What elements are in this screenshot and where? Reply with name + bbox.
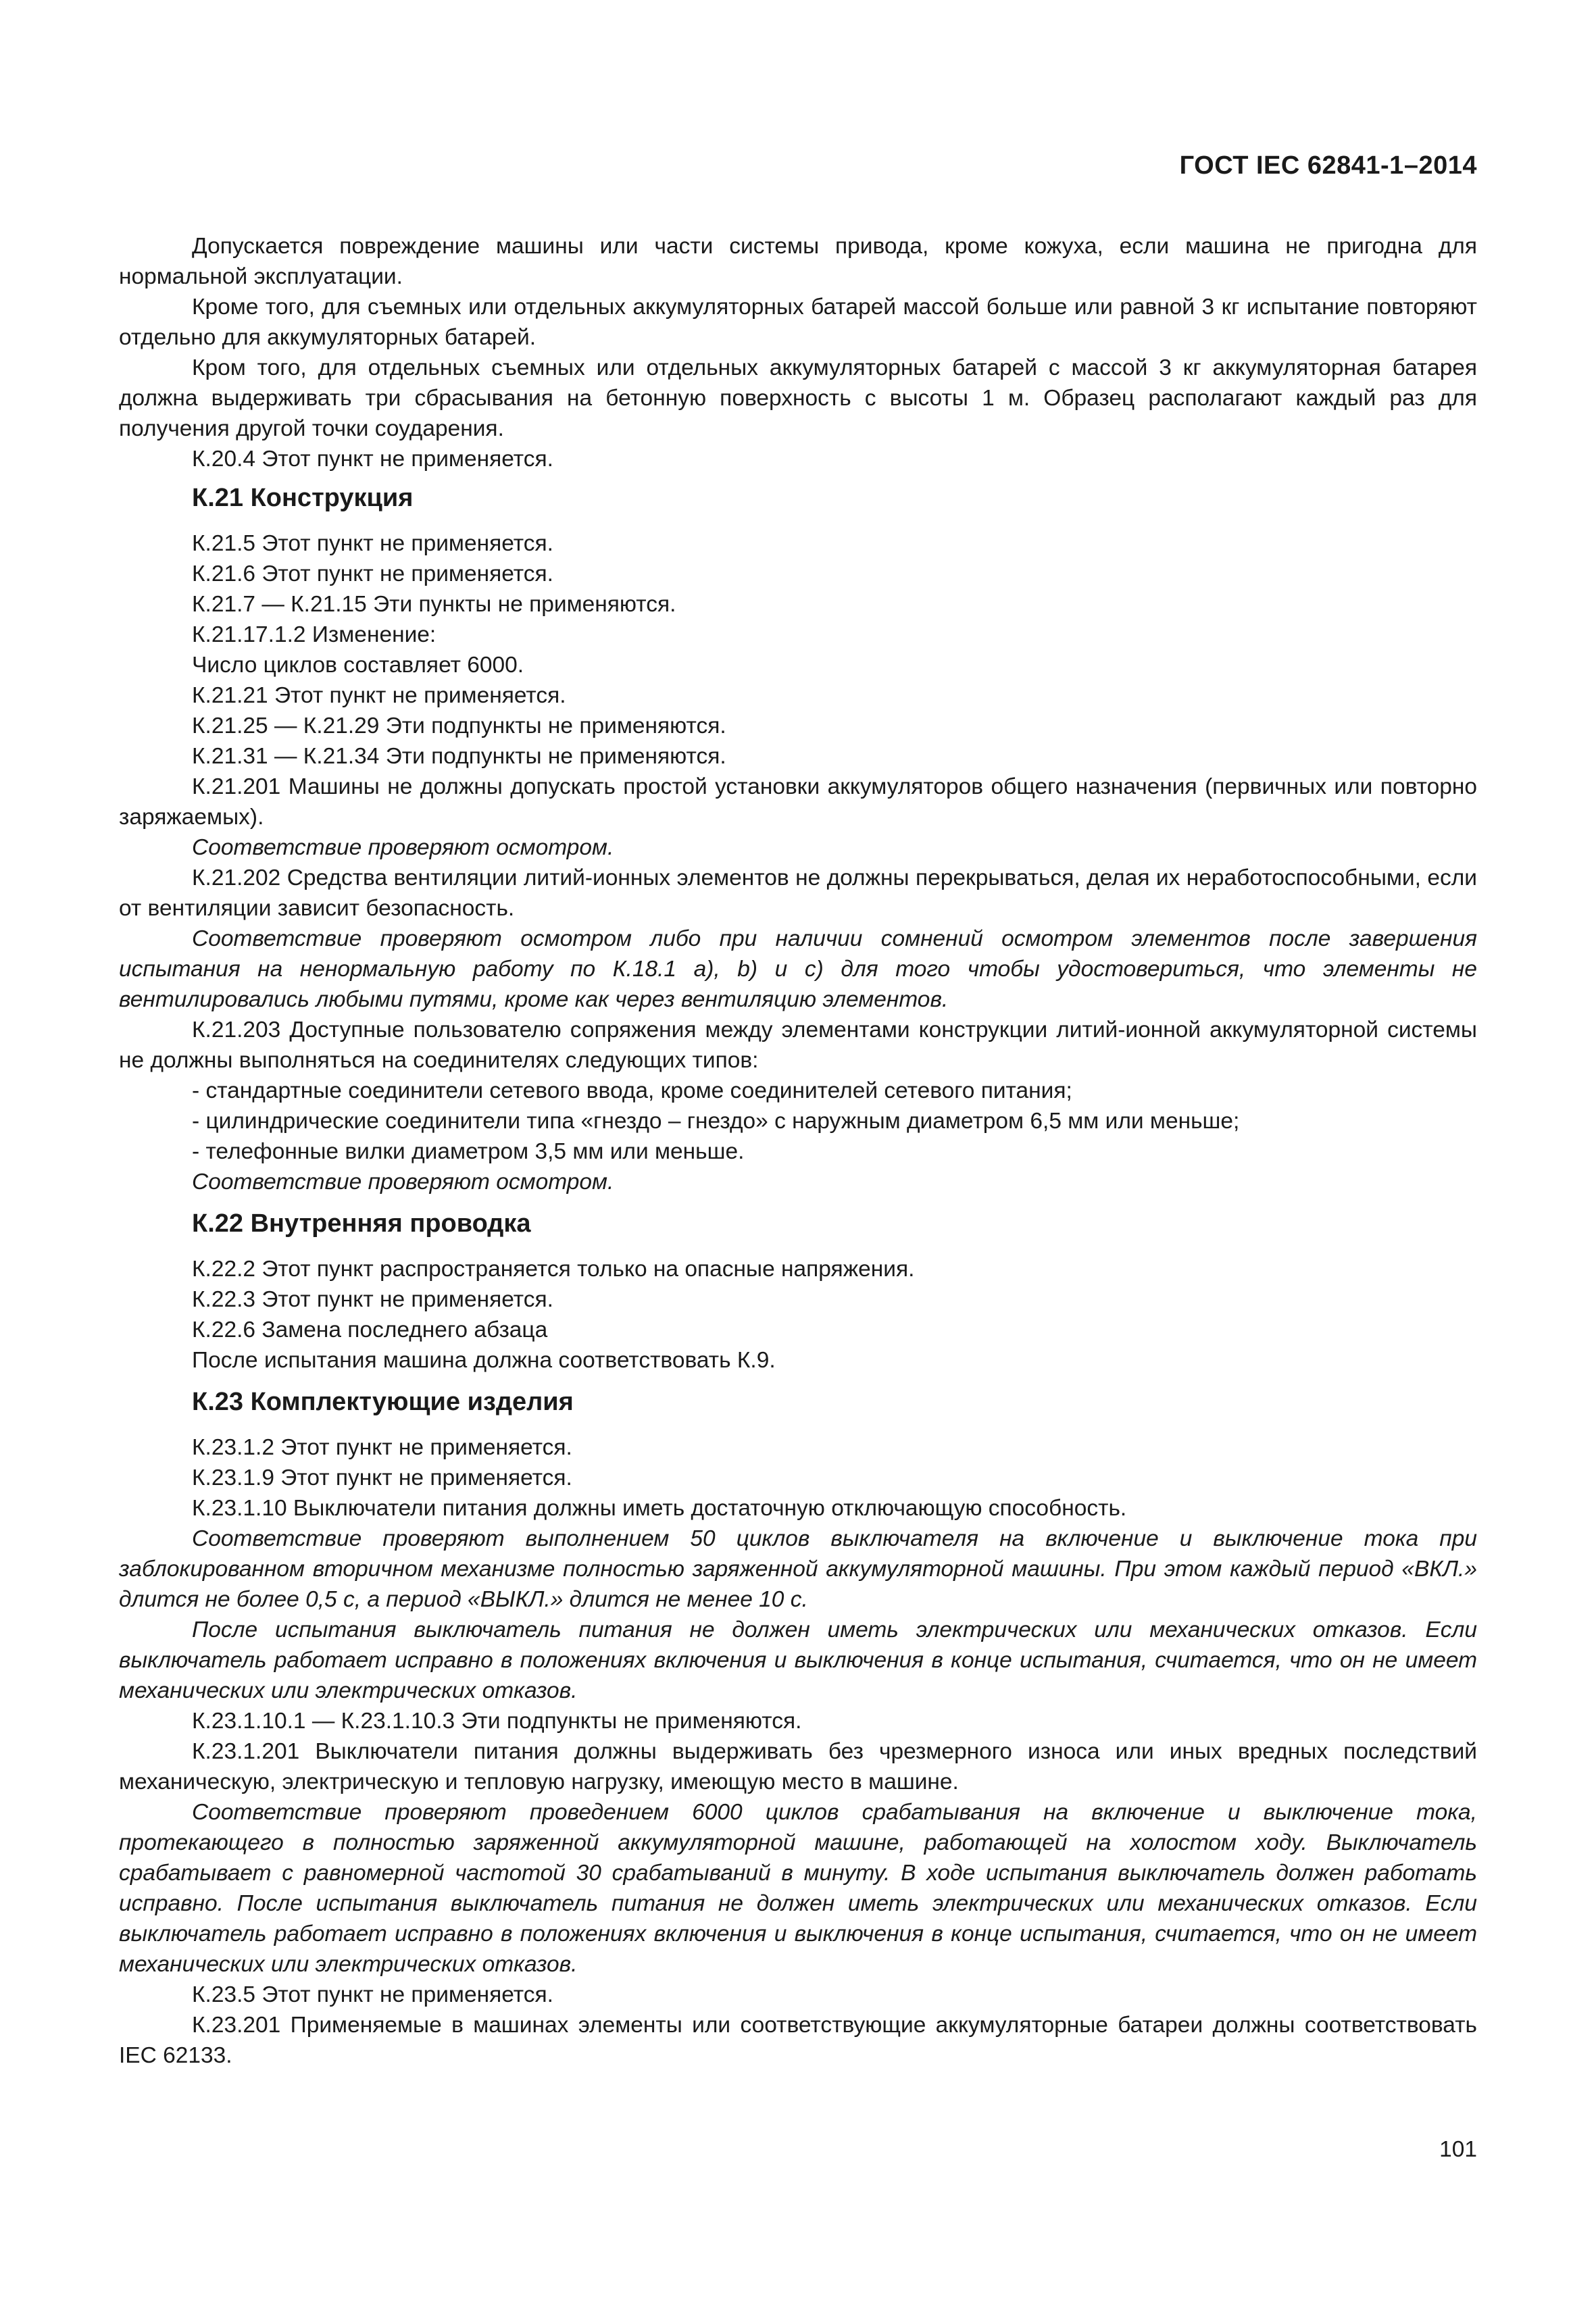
compliance-note: Соответствие проверяют выполнением 50 циклов выключателя на включение и выключение тока при заблокированном вторичном механизме полностью заряженной аккумуляторной машины. При этом каждый период «ВКЛ.» длится не более 0,5 с, а период «ВЫКЛ.» длится не менее 10 с. bbox=[119, 1526, 1477, 1612]
paragraph: К.23.1.10.1 — К.23.1.10.3 Эти подпункты не применяются. bbox=[192, 1709, 802, 1734]
standard-code-header: ГОСТ IEC 62841-1–2014 bbox=[1179, 151, 1477, 180]
paragraph: К.21.5 Этот пункт не применяется. bbox=[192, 531, 553, 556]
section-heading-k21: К.21 Конструкция bbox=[192, 484, 414, 512]
paragraph: К.21.202 Средства вентиляции литий-ионных элементов не должны перекрываться, делая их неработоспособными, если от вентиляции зависит безопасность. bbox=[119, 865, 1477, 921]
compliance-note: Соответствие проверяют осмотром. bbox=[192, 1169, 614, 1194]
section-heading-k22: К.22 Внутренняя проводка bbox=[192, 1209, 531, 1238]
list-item: - цилиндрические соединители типа «гнездо – гнездо» с наружным диаметром 6,5 мм или меньше; bbox=[192, 1109, 1240, 1134]
paragraph: Кром того, для отдельных съемных или отдельных аккумуляторных батарей с массой 3 кг аккумуляторная батарея должна выдерживать три сбрасывания на бетонную поверхность с высоты 1 м. Образец располагают каждый раз для получения другой точки соударения. bbox=[119, 355, 1477, 441]
paragraph: К.20.4 Этот пункт не применяется. bbox=[192, 447, 553, 472]
paragraph: Допускается повреждение машины или части системы привода, кроме кожуха, если машина не пригодна для нормальной эксплуатации. bbox=[119, 234, 1477, 289]
paragraph: К.23.1.9 Этот пункт не применяется. bbox=[192, 1465, 572, 1490]
paragraph: К.21.17.1.2 Изменение: bbox=[192, 622, 437, 647]
paragraph: К.21.6 Этот пункт не применяется. bbox=[192, 561, 553, 586]
paragraph: После испытания машина должна соответствовать К.9. bbox=[192, 1348, 776, 1373]
paragraph: К.21.25 — К.21.29 Эти подпункты не применяются. bbox=[192, 713, 726, 738]
compliance-note: После испытания выключатель питания не должен иметь электрических или механических отказов. Если выключатель работает исправно в положениях включения и выключения в конце испытания, считается, что он не имеет механических или электрических отказов. bbox=[119, 1617, 1477, 1703]
paragraph: Число циклов составляет 6000. bbox=[192, 653, 524, 678]
paragraph: К.23.201 Применяемые в машинах элементы или соответствующие аккумуляторные батареи должны соответствовать IEC 62133. bbox=[119, 2013, 1477, 2068]
paragraph: К.21.31 — К.21.34 Эти подпункты не применяются. bbox=[192, 744, 726, 769]
paragraph: К.23.1.10 Выключатели питания должны иметь достаточную отключающую способность. bbox=[192, 1496, 1127, 1521]
paragraph: К.21.203 Доступные пользователю сопряжения между элементами конструкции литий-ионной аккумуляторной системы не должны выполняться на соединителях следующих типов: bbox=[119, 1017, 1477, 1073]
compliance-note: Соответствие проверяют осмотром. bbox=[192, 835, 614, 860]
paragraph: К.22.3 Этот пункт не применяется. bbox=[192, 1287, 553, 1312]
paragraph: Кроме того, для съемных или отдельных аккумуляторных батарей массой больше или равной 3 кг испытание повторяют отдельно для аккумуляторных батарей. bbox=[119, 295, 1477, 350]
paragraph: К.23.1.201 Выключатели питания должны выдерживать без чрезмерного износа или иных вредных последствий механическую, электрическую и тепловую нагрузку, имеющую место в машине. bbox=[119, 1739, 1477, 1794]
page-number: 101 bbox=[1439, 2137, 1477, 2162]
document-body bbox=[119, 231, 1477, 2071]
paragraph: К.21.201 Машины не должны допускать простой установки аккумуляторов общего назначения (первичных или повторно заряжаемых). bbox=[119, 774, 1477, 830]
paragraph: К.23.5 Этот пункт не применяется. bbox=[192, 1982, 553, 2007]
compliance-note: Соответствие проверяют проведением 6000 циклов срабатывания на включение и выключение тока, протекающего в полностью заряженной аккумуляторной машине, работающей на холостом ходу. Выключатель срабатывает с равномерной частотой 30 срабатываний в минуту. В ходе испытания выключатель должен работать исправно. После испытания выключатель питания не должен иметь электрических или механических отказов. Если выключатель работает исправно в положениях включения и выключения в конце испытания, считается, что он не имеет механических или электрических отказов. bbox=[119, 1800, 1477, 1977]
paragraph: К.21.7 — К.21.15 Эти пункты не применяются. bbox=[192, 592, 676, 617]
list-item: - стандартные соединители сетевого ввода, кроме соединителей сетевого питания; bbox=[192, 1078, 1072, 1103]
list-item: - телефонные вилки диаметром 3,5 мм или меньше. bbox=[192, 1139, 745, 1164]
paragraph: К.21.21 Этот пункт не применяется. bbox=[192, 683, 566, 708]
section-heading-k23: К.23 Комплектующие изделия bbox=[192, 1388, 574, 1416]
paragraph: К.22.2 Этот пункт распространяется только на опасные напряжения. bbox=[192, 1257, 915, 1282]
compliance-note: Соответствие проверяют осмотром либо при наличии сомнений осмотром элементов после завершения испытания на ненормальную работу по К.18.1 a), b) и c) для того чтобы удостовериться, что элементы не вентилировались любыми путями, кроме как через вентиляцию элементов. bbox=[119, 926, 1477, 1012]
paragraph: К.23.1.2 Этот пункт не применяется. bbox=[192, 1435, 572, 1460]
paragraph: К.22.6 Замена последнего абзаца bbox=[192, 1317, 548, 1342]
document-page bbox=[119, 0, 1477, 2314]
